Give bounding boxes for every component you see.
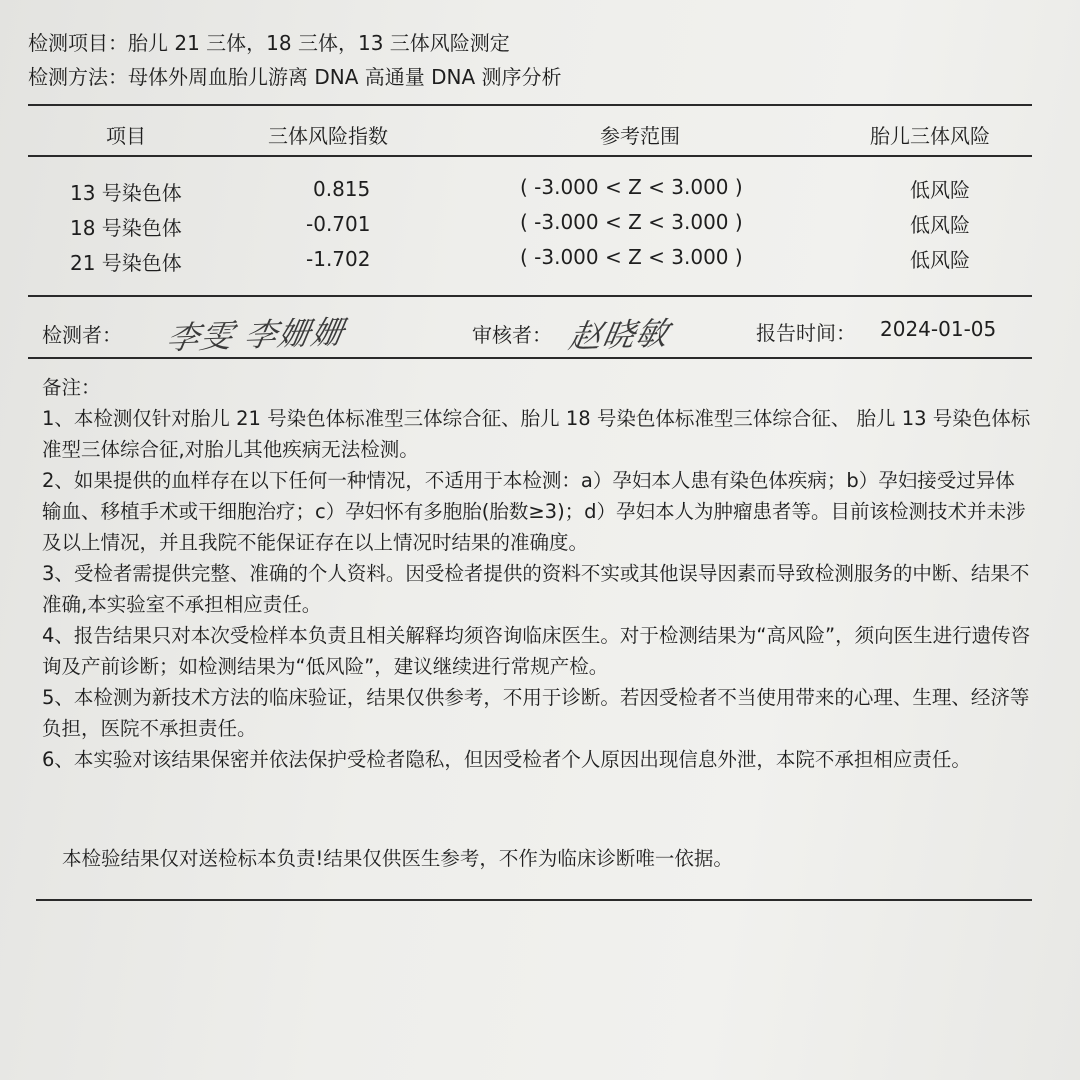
row-range: ( -3.000 < Z < 3.000 ) [520, 210, 743, 234]
notes-title: 备注： [42, 376, 101, 399]
notes-section [42, 372, 1032, 775]
row-item: 21 号染色体 [70, 251, 182, 275]
header-fetal-risk: 胎儿三体风险 [870, 124, 990, 148]
test-method-line: 检测方法：母体外周血胎儿游离 DNA 高通量 DNA 测序分析 [28, 65, 562, 89]
row-range: ( -3.000 < Z < 3.000 ) [520, 175, 743, 199]
row-index: 0.815 [313, 177, 371, 201]
row-item: 18 号染色体 [70, 216, 182, 240]
report-date-value: 2024-01-05 [880, 317, 997, 341]
row-range: ( -3.000 < Z < 3.000 ) [520, 245, 743, 269]
note-item: 1、本检测仅针对胎儿 21 号染色体标准型三体综合征、胎儿 18 号染色体标准型三体综合征、 胎儿 13 号染色体标准型三体综合征,对胎儿其他疾病无法检测。 [42, 407, 1031, 461]
footer-rule [36, 899, 1032, 901]
header-risk-index: 三体风险指数 [268, 124, 388, 148]
note-item: 6、本实验对该结果保密并依法保护受检者隐私，但因受检者个人原因出现信息外泄，本院不承担相应责任。 [42, 748, 971, 771]
table-top-rule [28, 104, 1032, 106]
tester-signature: 李雯 李姗姗 [163, 312, 348, 358]
table-header-rule [28, 155, 1032, 157]
row-risk: 低风险 [910, 213, 970, 237]
tester-label: 检测者： [42, 323, 122, 347]
test-item-line: 检测项目：胎儿 21 三体，18 三体，13 三体风险测定 [28, 31, 510, 55]
report-date-label: 报告时间： [756, 321, 856, 345]
header-reference-range: 参考范围 [600, 124, 680, 148]
table-bottom-rule [28, 295, 1032, 297]
row-item: 13 号染色体 [70, 181, 182, 205]
note-item: 3、受检者需提供完整、准确的个人资料。因受检者提供的资料不实或其他误导因素而导致检测服务的中断、结果不准确,本实验室不承担相应责任。 [42, 562, 1030, 616]
reviewer-signature: 赵晓敏 [565, 314, 673, 356]
note-item: 5、本检测为新技术方法的临床验证，结果仅供参考，不用于诊断。若因受检者不当使用带来的心理、生理、经济等负担，医院不承担责任。 [42, 686, 1030, 740]
row-risk: 低风险 [910, 178, 970, 202]
header-item: 项目 [106, 124, 146, 148]
reviewer-label: 审核者： [472, 323, 552, 347]
disclaimer-footer: 本检验结果仅对送检标本负责!结果仅供医生参考，不作为临床诊断唯一依据。 [62, 847, 733, 870]
note-item: 2、如果提供的血样存在以下任何一种情况，不适用于本检测：a）孕妇本人患有染色体疾病；b）孕妇接受过异体输血、移植手术或干细胞治疗；c）孕妇怀有多胞胎(胎数≥3)；d）孕妇本人为肿瘤患者等。目前该检测技术并未涉及以上情况，并且我院不能保证存在以上情况时结果的准确度。 [42, 469, 1026, 554]
row-index: -0.701 [306, 212, 371, 236]
row-index: -1.702 [306, 247, 371, 271]
note-item: 4、报告结果只对本次受检样本负责且相关解释均须咨询临床医生。对于检测结果为“高风险”，须向医生进行遗传咨询及产前诊断；如检测结果为“低风险”，建议继续进行常规产检。 [42, 624, 1031, 678]
row-risk: 低风险 [910, 248, 970, 272]
signature-rule [28, 357, 1032, 359]
